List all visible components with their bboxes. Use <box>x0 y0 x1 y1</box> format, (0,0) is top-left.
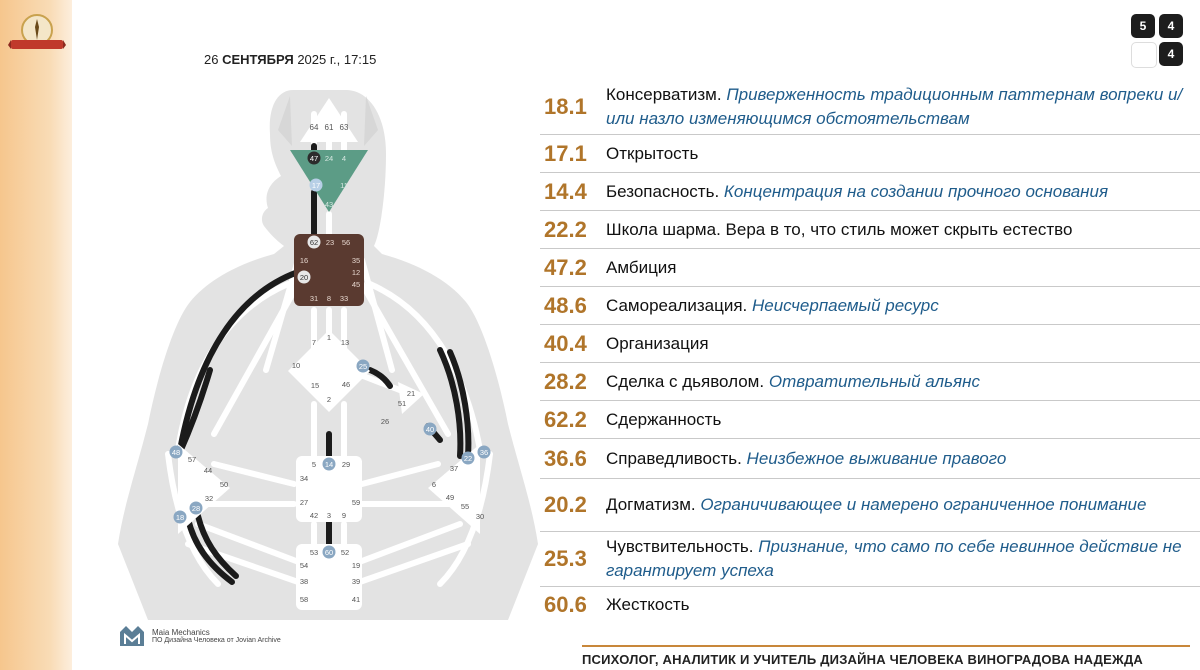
gate-43: 43 <box>324 200 334 209</box>
gate-42: 42 <box>309 511 319 520</box>
gate-37: 37 <box>449 464 459 473</box>
gate-text: Открытость <box>606 143 699 163</box>
gate-row <box>540 135 1200 173</box>
gate-56: 56 <box>341 238 351 247</box>
gate-30: 30 <box>475 512 485 521</box>
footer-divider <box>582 645 1190 647</box>
gate-number: 60.6 <box>544 592 587 617</box>
gate-text: Сдержанность <box>606 409 722 429</box>
gate-row <box>540 249 1200 287</box>
maia-name: Maia Mechanics <box>152 628 210 637</box>
gate-row <box>540 479 1200 532</box>
gate-text: Жесткость <box>606 595 690 614</box>
gate-51: 51 <box>397 399 407 408</box>
corner-tile-4: 4 <box>1159 42 1183 66</box>
maia-caption: ПО Дизайна Человека от Jovian Archive <box>152 637 281 644</box>
gate-39: 39 <box>351 577 361 586</box>
gate-27: 27 <box>299 498 309 507</box>
gate-text: Сделка с дьяволом. Отвратительный альянс <box>606 371 980 391</box>
corner-tile-2: 4 <box>1159 14 1183 38</box>
gate-text: Амбиция <box>606 257 677 277</box>
gate-45: 45 <box>351 280 361 289</box>
gate-row <box>540 325 1200 363</box>
gate-53: 53 <box>309 548 319 557</box>
throat-center <box>294 234 364 306</box>
gate-14: 14 <box>324 460 334 469</box>
gate-number: 20.2 <box>544 492 587 517</box>
gate-3: 3 <box>326 511 332 520</box>
gate-number: 48.6 <box>544 292 587 318</box>
award-badge-icon <box>8 10 66 56</box>
gate-47: 47 <box>309 154 319 163</box>
gate-text: Догматизм. Ограничивающее и намерено ограниченное понимание <box>606 495 1147 514</box>
gate-13: 13 <box>340 338 350 347</box>
gate-1: 1 <box>326 333 332 342</box>
gate-64: 64 <box>309 123 319 132</box>
gate-25: 25 <box>358 362 368 371</box>
gate-row <box>540 173 1200 211</box>
bodygraph <box>118 84 538 620</box>
gate-36: 36 <box>479 448 489 457</box>
gate-59: 59 <box>351 498 361 507</box>
gate-7: 7 <box>311 338 317 347</box>
gate-23: 23 <box>325 238 335 247</box>
chart-date: 26 СЕНТЯБРЯ 2025 г., 17:15 <box>204 52 377 67</box>
gate-28: 28 <box>191 504 201 513</box>
gate-text: Справедливость. Неизбежное выживание правого <box>606 448 1007 468</box>
maia-mechanics-credit <box>118 624 281 648</box>
gate-22: 22 <box>463 454 473 463</box>
gate-number: 17.1 <box>544 140 587 166</box>
gate-row <box>540 80 1200 135</box>
gate-number: 40.4 <box>544 330 587 356</box>
gate-32: 32 <box>204 494 214 503</box>
gate-33: 33 <box>339 294 349 303</box>
gate-17: 17 <box>311 181 321 190</box>
gate-35: 35 <box>351 256 361 265</box>
gate-29: 29 <box>341 460 351 469</box>
gate-44: 44 <box>203 466 213 475</box>
gate-number: 25.3 <box>544 546 587 571</box>
gate-34: 34 <box>299 474 309 483</box>
gate-row <box>540 439 1200 479</box>
gate-number: 14.4 <box>544 178 587 204</box>
gate-31: 31 <box>309 294 319 303</box>
gate-12: 12 <box>351 268 361 277</box>
gate-text: Школа шарма. Вера в то, что стиль может скрыть естество <box>606 219 1073 239</box>
gate-descriptions-list <box>540 80 1200 623</box>
gate-40: 40 <box>425 425 435 434</box>
gate-20: 20 <box>299 273 309 282</box>
gate-41: 41 <box>351 595 361 604</box>
gate-15: 15 <box>310 381 320 390</box>
gate-8: 8 <box>326 294 332 303</box>
gate-row <box>540 287 1200 325</box>
gate-number: 28.2 <box>544 368 587 394</box>
gate-text: Консерватизм. Приверженность традиционным паттернам вопреки и/или назло изменяющимся обстоятельствам <box>606 85 1183 128</box>
gate-18: 18 <box>175 513 185 522</box>
gate-10: 10 <box>291 361 301 370</box>
maia-mechanics-logo-icon <box>118 624 146 648</box>
sacral-center <box>296 456 362 522</box>
footer-text: ПСИХОЛОГ, АНАЛИТИК И УЧИТЕЛЬ ДИЗАЙНА ЧЕЛОВЕКА ВИНОГРАДОВА НАДЕЖДА <box>582 652 1143 667</box>
gate-11: 11 <box>340 181 348 190</box>
gate-number: 36.6 <box>544 445 587 471</box>
gate-6: 6 <box>431 480 437 489</box>
root-center <box>296 544 362 610</box>
gate-38: 38 <box>299 577 309 586</box>
corner-tile-1: 5 <box>1131 14 1155 38</box>
gate-row <box>540 363 1200 401</box>
gate-52: 52 <box>340 548 350 557</box>
gate-number: 22.2 <box>544 216 587 242</box>
gate-63: 63 <box>339 123 349 132</box>
gate-57: 57 <box>187 455 197 464</box>
gate-21: 21 <box>406 389 416 398</box>
gate-number: 47.2 <box>544 254 587 280</box>
gate-19: 19 <box>351 561 361 570</box>
gate-60: 60 <box>324 548 334 557</box>
gate-text: Организация <box>606 333 709 353</box>
gate-50: 50 <box>219 480 229 489</box>
gate-26: 26 <box>380 417 390 426</box>
gate-62: 62 <box>309 238 319 247</box>
gate-49: 49 <box>445 493 455 502</box>
left-accent-strip <box>0 0 72 670</box>
gate-row <box>540 587 1200 623</box>
gate-16: 16 <box>299 256 309 265</box>
gate-5: 5 <box>311 460 317 469</box>
gate-58: 58 <box>299 595 309 604</box>
gate-4: 4 <box>341 154 347 163</box>
gate-row <box>540 401 1200 439</box>
gate-9: 9 <box>341 511 347 520</box>
corner-logo <box>1128 12 1190 74</box>
gate-55: 55 <box>460 502 470 511</box>
corner-tile-3 <box>1131 42 1157 68</box>
gate-number: 18.1 <box>544 94 587 119</box>
gate-number: 62.2 <box>544 406 587 432</box>
gate-text: Чувствительность. Признание, что само по себе невинное действие не гарантирует успеха <box>606 537 1182 580</box>
gate-61: 61 <box>324 123 334 132</box>
gate-row <box>540 532 1200 587</box>
gate-text: Безопасность. Концентрация на создании прочного основания <box>606 181 1109 201</box>
gate-24: 24 <box>324 154 334 163</box>
gate-46: 46 <box>341 380 351 389</box>
gate-48: 48 <box>171 448 181 457</box>
gate-text: Самореализация. Неисчерпаемый ресурс <box>606 295 939 315</box>
gate-54: 54 <box>299 561 309 570</box>
gate-row <box>540 211 1200 249</box>
gate-2: 2 <box>326 395 332 404</box>
